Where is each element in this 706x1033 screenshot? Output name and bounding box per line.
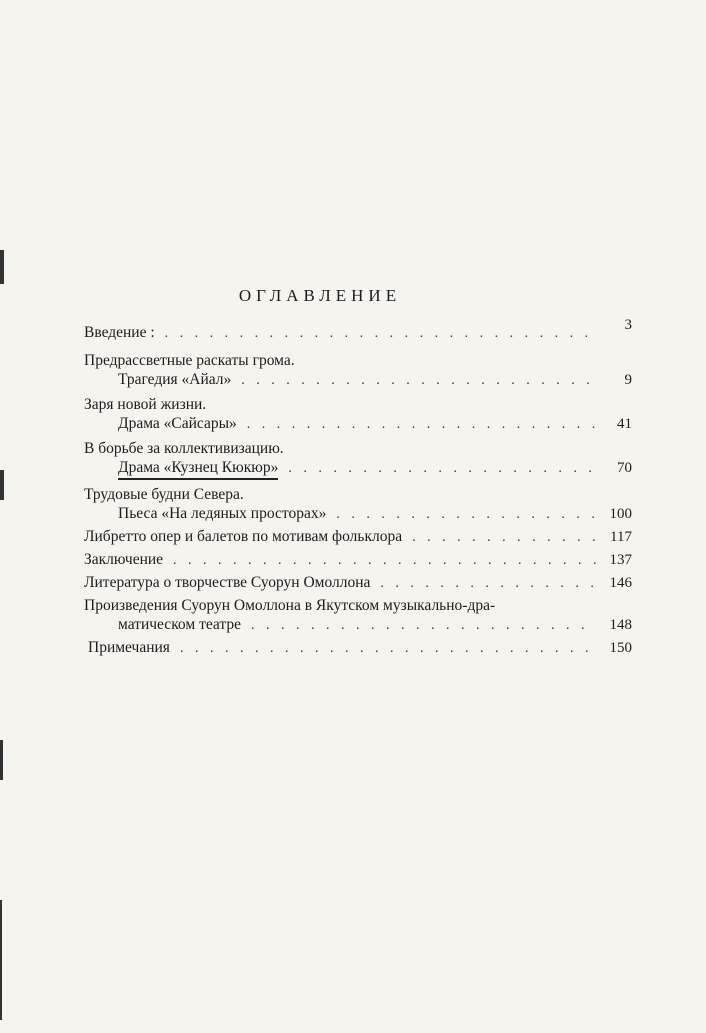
toc-heading: ОГЛАВЛЕНИЕ <box>238 286 402 305</box>
dot-leader <box>288 459 596 478</box>
toc-entry-subtitle: Трагедия «Айал» <box>118 371 232 388</box>
toc-entry-chapter-3[interactable] <box>84 439 632 480</box>
toc-page-number: 137 <box>609 552 632 568</box>
dot-leader <box>173 551 596 570</box>
toc-page-number: 3 <box>624 317 632 333</box>
toc-entry-title: Произведения Суорун Омоллона в Якутском музыкально-дра- <box>84 597 496 614</box>
dot-leader <box>380 574 596 593</box>
scan-edge-mark <box>0 740 3 780</box>
toc-entry-title: Трудовые будни Севера. <box>84 486 244 503</box>
toc-entry-title: Введение : <box>84 324 155 341</box>
toc-entry-title: В борьбе за коллективизацию. <box>84 440 284 457</box>
toc-entry-introduction[interactable] <box>84 317 632 343</box>
toc-page-number: 150 <box>609 640 632 656</box>
scan-edge-mark <box>0 250 4 284</box>
toc-entry-title: Заря новой жизни. <box>84 396 207 413</box>
toc-entry-works-in-theatre[interactable] <box>84 596 632 635</box>
toc-page-number: 148 <box>609 617 632 633</box>
toc-page-number: 146 <box>609 575 632 591</box>
toc-page-number: 41 <box>617 416 632 432</box>
toc-entry-subtitle: Драма «Кузнец Кюкюр» <box>118 458 278 480</box>
dot-leader <box>241 371 596 390</box>
toc-entry-librettos[interactable] <box>84 527 632 547</box>
toc-entry-title: Заключение <box>84 551 164 568</box>
toc-entry-subtitle: Драма «Сайсары» <box>118 415 237 432</box>
toc-entry-literature[interactable] <box>84 573 632 593</box>
toc-entry-subtitle: Пьеса «На ледяных просторах» <box>118 505 327 522</box>
toc-entry-chapter-4[interactable] <box>84 485 632 524</box>
table-of-contents <box>84 317 632 658</box>
dot-leader <box>165 324 596 343</box>
dot-leader <box>336 505 596 524</box>
toc-entry-notes[interactable] <box>84 638 632 658</box>
toc-entry-title: Либретто опер и балетов по мотивам фольклора <box>84 528 403 545</box>
scan-edge-mark <box>0 470 4 500</box>
toc-page-number: 70 <box>617 460 632 476</box>
toc-entry-title: Примечания <box>88 639 170 656</box>
scan-edge-mark <box>0 900 2 1020</box>
toc-entry-chapter-2[interactable] <box>84 395 632 434</box>
dot-leader <box>251 616 596 635</box>
dot-leader <box>180 639 596 658</box>
toc-entry-title: Литература о творчестве Суорун Омоллона <box>84 574 371 591</box>
dot-leader <box>247 415 596 434</box>
toc-entry-chapter-1[interactable] <box>84 351 632 390</box>
toc-entry-title: Предрассветные раскаты грома. <box>84 352 295 369</box>
toc-entry-subtitle: матическом театре <box>118 616 241 633</box>
toc-page-number: 117 <box>610 529 632 545</box>
toc-page-number: 9 <box>624 372 632 388</box>
toc-entry-conclusion[interactable] <box>84 550 632 570</box>
dot-leader <box>412 528 596 547</box>
toc-page-number: 100 <box>609 506 632 522</box>
